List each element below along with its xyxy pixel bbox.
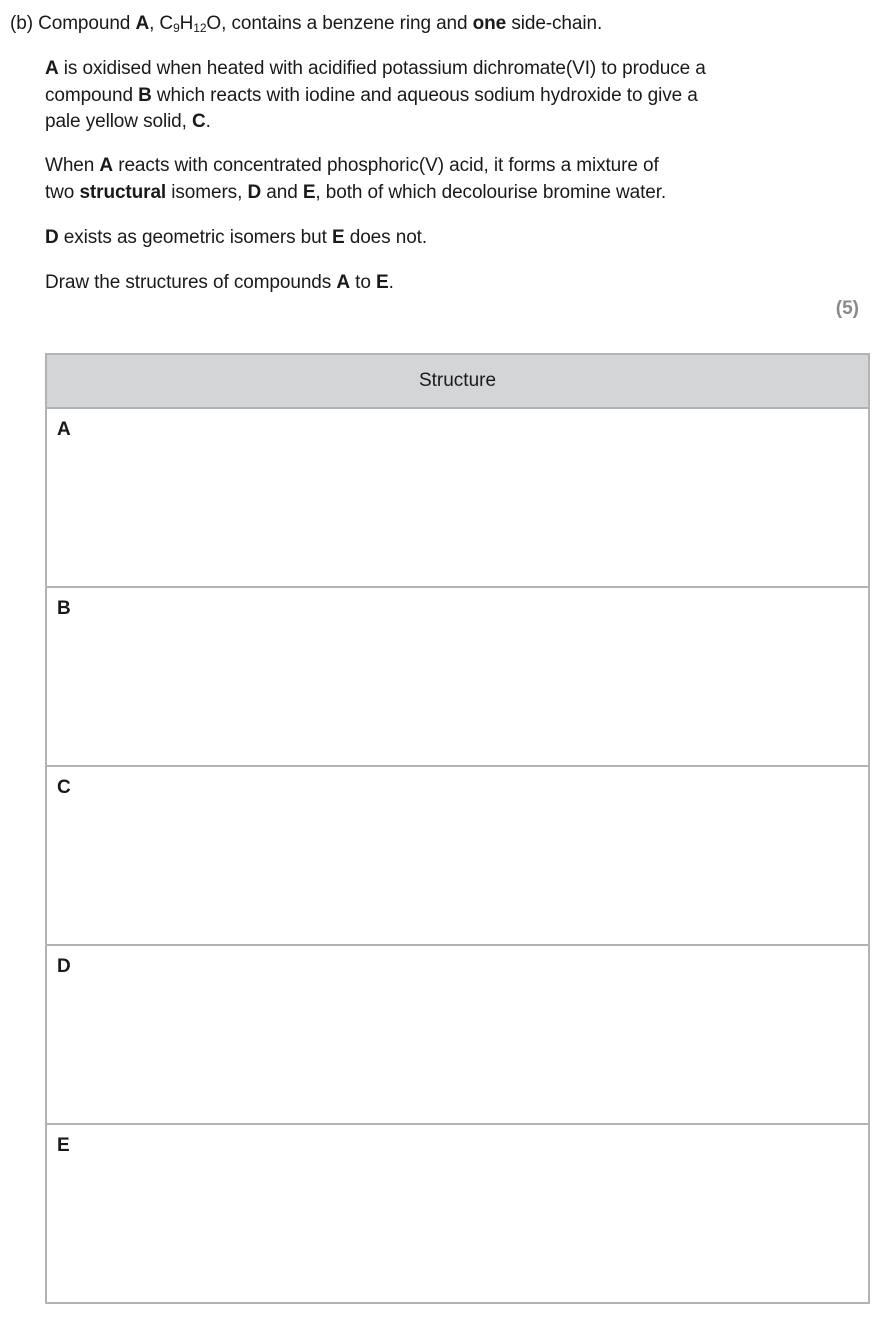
answer-table	[45, 353, 870, 1304]
table-row	[46, 766, 869, 945]
paragraph-3: D exists as geometric isomers but E does not.	[45, 227, 428, 248]
question-intro: (b) Compound A, $C_9H_{12}O$, contains a benzene ring and one side-chain.	[10, 13, 603, 35]
answer-cell-a[interactable]	[46, 408, 869, 587]
row-label-b: B	[57, 598, 71, 619]
row-label-e: E	[57, 1135, 70, 1156]
table-row	[46, 408, 869, 587]
part-label: (b)	[10, 13, 33, 34]
paragraph-4-instruction: Draw the structures of compounds A to E.	[45, 272, 394, 293]
table-header-structure: Structure	[46, 354, 869, 408]
table-row	[46, 1124, 869, 1303]
row-label-a: A	[57, 419, 71, 440]
paragraph-1-line-1: A is oxidised when heated with acidified potassium dichromate(VI) to produce a	[45, 58, 706, 79]
answer-cell-e[interactable]	[46, 1124, 869, 1303]
row-label-c: C	[57, 777, 71, 798]
answer-cell-d[interactable]	[46, 945, 869, 1124]
paragraph-2-line-2: two structural isomers, D and E, both of which decolourise bromine water.	[45, 182, 667, 203]
answer-cell-b[interactable]	[46, 587, 869, 766]
table-row	[46, 945, 869, 1124]
marks-label: (5)	[835, 298, 859, 319]
answer-cell-c[interactable]	[46, 766, 869, 945]
paragraph-1-line-3: pale yellow solid, C.	[45, 111, 211, 132]
paragraph-2-line-1: When A reacts with concentrated phosphoric(V) acid, it forms a mixture of	[45, 155, 659, 176]
table-row	[46, 587, 869, 766]
row-label-d: D	[57, 956, 71, 977]
paragraph-1-line-2: compound B which reacts with iodine and aqueous sodium hydroxide to give a	[45, 85, 698, 106]
compound-label: A	[135, 13, 150, 34]
